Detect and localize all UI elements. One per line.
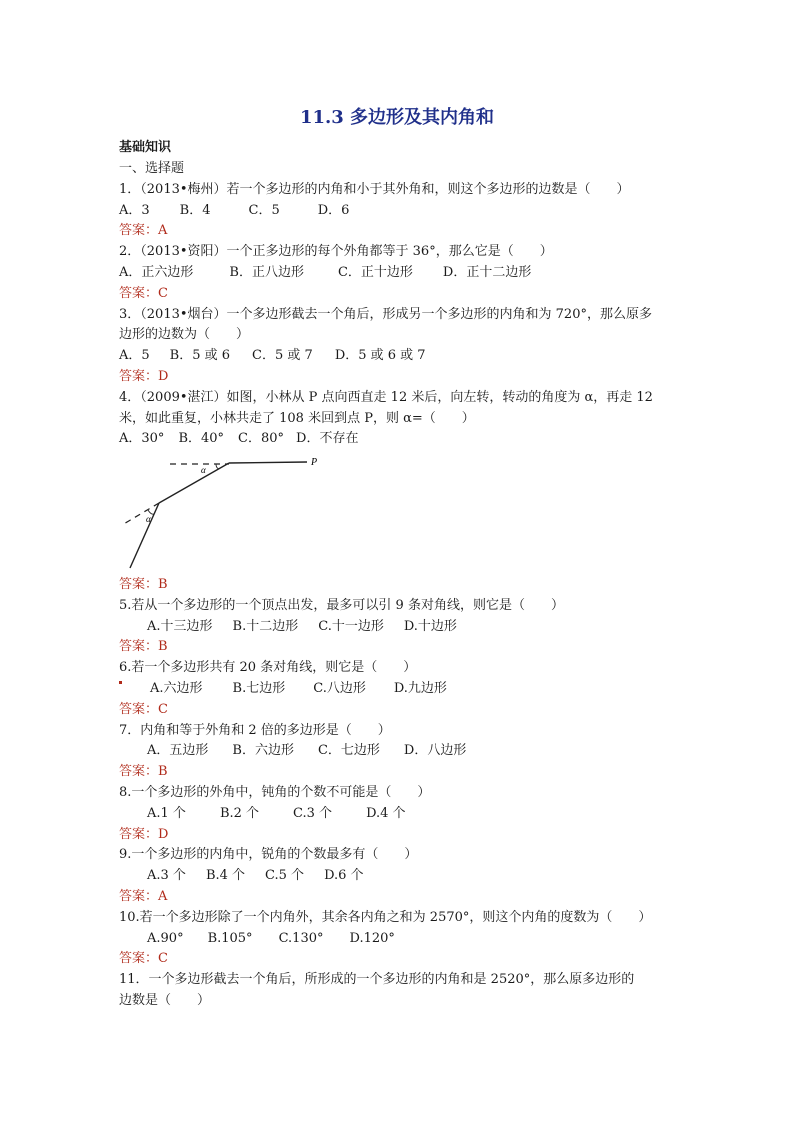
option: C.3 个	[293, 806, 333, 821]
section-heading: 基础知识	[119, 140, 172, 155]
option: D.6 个	[324, 868, 364, 883]
option: B.105°	[207, 931, 253, 946]
question-11-text: 11．一个多边形截去一个角后，所形成的一个多边形的内角和是 2520°，那么原多边形的	[119, 972, 635, 987]
angle-alpha-label: α	[201, 465, 206, 475]
option: C．七边形	[317, 743, 380, 758]
question-4-options	[119, 430, 358, 448]
path-segment	[229, 462, 307, 463]
option: A.十三边形	[147, 619, 213, 634]
path-segment	[130, 503, 159, 568]
question-8-text: 8.一个多边形的外角中，钝角的个数不可能是（ ）	[119, 785, 431, 800]
angle-alpha-label: α	[146, 514, 151, 524]
option: B.七边形	[232, 681, 286, 696]
option: B.2 个	[219, 806, 260, 821]
option: B．40°	[178, 431, 225, 446]
part-heading: 一、选择题	[119, 161, 185, 176]
page-title: 11.3 多边形及其内角和	[299, 107, 495, 128]
option: D.九边形	[393, 681, 447, 696]
option: A．3	[119, 203, 150, 218]
question-4-text: 4．（2009•湛江）如图，小林从 P 点向西直走 12 米后，向左转，转动的角度为 α，再走 12	[119, 390, 653, 405]
answer-9: 答案：A	[119, 889, 168, 904]
option: A．30°	[119, 431, 165, 446]
answer-8: 答案：D	[119, 827, 169, 842]
option: D．正十二边形	[442, 265, 532, 280]
option: A.六边形	[150, 681, 203, 696]
option: B．4	[179, 203, 211, 218]
bullet-marker	[119, 681, 122, 684]
option: C．5 或 7	[252, 348, 313, 363]
question-9-text: 9.一个多边形的内角中，锐角的个数最多有（ ）	[119, 847, 418, 862]
question-8-options	[147, 805, 406, 823]
question-4-text-cont: 米，如此重复，小林共走了 108 米回到点 P，则 α=（ ）	[119, 411, 475, 426]
question-6-text: 6.若一个多边形共有 20 条对角线，则它是（ ）	[119, 660, 417, 675]
option: C．5	[248, 203, 280, 218]
question-3-options	[119, 347, 426, 365]
option: D.4 个	[366, 806, 406, 821]
option: D.十边形	[403, 619, 457, 634]
question-7-text: 7．内角和等于外角和 2 倍的多边形是（ ）	[119, 723, 391, 738]
answer-3: 答案：D	[119, 369, 169, 384]
answer-6: 答案：C	[119, 702, 168, 717]
answer-1: 答案：A	[119, 223, 168, 238]
question-5-text: 5.若从一个多边形的一个顶点出发，最多可以引 9 条对角线，则它是（ ）	[119, 598, 564, 613]
option: B．六边形	[232, 743, 294, 758]
option: D．不存在	[296, 431, 359, 446]
option: B．正八边形	[229, 265, 304, 280]
option: A.3 个	[147, 868, 186, 883]
option: D．6	[317, 203, 350, 218]
option: D.120°	[349, 931, 395, 946]
option: B.4 个	[205, 868, 246, 883]
option: B.十二边形	[232, 619, 299, 634]
question-11-text-cont: 边数是（ ）	[119, 993, 211, 1008]
option: C．80°	[238, 431, 285, 446]
option: A.90°	[147, 931, 184, 946]
answer-2: 答案：C	[119, 286, 168, 301]
option: B．5 或 6	[169, 348, 231, 363]
answer-7: 答案：B	[119, 764, 168, 779]
question-10-options	[147, 930, 395, 948]
option: C.5 个	[265, 868, 305, 883]
question-2-options	[119, 264, 531, 282]
question-3-text-cont: 边形的边数为（ ）	[119, 327, 250, 342]
answer-4: 答案：B	[119, 577, 168, 592]
option: C.130°	[278, 931, 324, 946]
question-5-options	[147, 618, 457, 636]
option: C．正十边形	[337, 265, 413, 280]
question-7-options	[147, 742, 466, 760]
walking-path-figure	[112, 450, 327, 572]
option: D．八边形	[403, 743, 467, 758]
option: C.八边形	[313, 681, 366, 696]
question-1-text: 1．（2013•梅州）若一个多边形的内角和小于其外角和，则这个多边形的边数是（ ）	[119, 182, 630, 197]
option: A．5	[119, 348, 150, 363]
option: D．5 或 6 或 7	[334, 348, 426, 363]
question-2-text: 2．（2013•资阳）一个正多边形的每个外角都等于 36°，那么它是（ ）	[119, 244, 553, 259]
point-p-label: P	[311, 457, 318, 468]
answer-5: 答案：B	[119, 639, 168, 654]
option: A.1 个	[147, 806, 186, 821]
option: C.十一边形	[318, 619, 384, 634]
question-10-text: 10.若一个多边形除了一个内角外，其余各内角之和为 2570°，则这个内角的度数为（ ）	[119, 910, 652, 925]
option: A．正六边形	[119, 265, 194, 280]
answer-10: 答案：C	[119, 951, 168, 966]
question-3-text: 3．（2013•烟台）一个多边形截去一个角后，形成另一个多边形的内角和为 720°，那么原多	[119, 307, 652, 322]
option: A．五边形	[147, 743, 209, 758]
question-1-options	[119, 202, 349, 220]
question-6-options	[150, 680, 447, 698]
question-9-options	[147, 867, 364, 885]
